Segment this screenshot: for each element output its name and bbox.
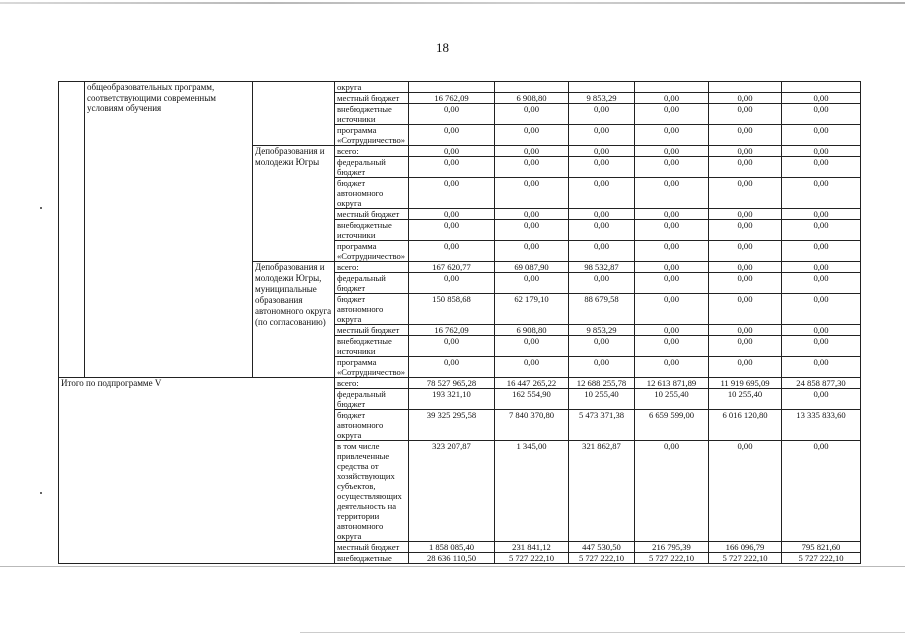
amount-cell: 6 908,80 [495, 325, 569, 336]
amount-cell: 7 840 370,80 [495, 410, 569, 441]
amount-cell [635, 82, 709, 93]
amount-cell: 0,00 [709, 104, 782, 125]
amount-cell: 0,00 [709, 209, 782, 220]
amount-cell: 0,00 [709, 336, 782, 357]
amount-cell: 0,00 [409, 125, 495, 146]
amount-cell: 0,00 [782, 262, 861, 273]
amount-cell: 0,00 [495, 157, 569, 178]
amount-cell: 231 841,12 [495, 542, 569, 553]
responsible-executor: Депобразования и молодежи Югры [253, 146, 335, 262]
amount-cell: 0,00 [635, 157, 709, 178]
amount-cell: 167 620,77 [409, 262, 495, 273]
amount-cell: 0,00 [709, 93, 782, 104]
amount-cell: 98 532,87 [569, 262, 635, 273]
amount-cell: 0,00 [635, 125, 709, 146]
amount-cell: 0,00 [569, 157, 635, 178]
amount-cell: 0,00 [495, 273, 569, 294]
source-label: местный бюджет [335, 93, 409, 104]
source-label: внебюджетные [335, 553, 409, 564]
amount-cell: 0,00 [782, 125, 861, 146]
amount-cell [782, 82, 861, 93]
amount-cell: 88 679,58 [569, 294, 635, 325]
amount-cell: 0,00 [569, 273, 635, 294]
amount-cell: 0,00 [709, 125, 782, 146]
amount-cell: 216 795,39 [635, 542, 709, 553]
amount-cell: 0,00 [782, 241, 861, 262]
table-row [59, 82, 861, 93]
amount-cell: 24 858 877,30 [782, 378, 861, 389]
amount-cell: 0,00 [569, 104, 635, 125]
amount-cell: 1 345,00 [495, 441, 569, 542]
amount-cell: 0,00 [782, 441, 861, 542]
source-label: местный бюджет [335, 209, 409, 220]
amount-cell: 62 179,10 [495, 294, 569, 325]
amount-cell: 5 727 222,10 [782, 553, 861, 564]
amount-cell: 0,00 [782, 336, 861, 357]
amount-cell: 0,00 [782, 146, 861, 157]
amount-cell: 0,00 [409, 104, 495, 125]
amount-cell: 0,00 [635, 209, 709, 220]
source-label: внебюджетные источники [335, 104, 409, 125]
amount-cell: 0,00 [709, 357, 782, 378]
source-label: местный бюджет [335, 325, 409, 336]
amount-cell: 28 636 110,50 [409, 553, 495, 564]
amount-cell: 795 821,60 [782, 542, 861, 553]
amount-cell: 9 853,29 [569, 325, 635, 336]
amount-cell: 0,00 [495, 357, 569, 378]
amount-cell: 10 255,40 [569, 389, 635, 410]
amount-cell: 0,00 [635, 273, 709, 294]
amount-cell: 0,00 [409, 220, 495, 241]
amount-cell: 0,00 [709, 241, 782, 262]
amount-cell: 13 335 833,60 [782, 410, 861, 441]
amount-cell: 78 527 965,28 [409, 378, 495, 389]
amount-cell: 447 530,50 [569, 542, 635, 553]
amount-cell: 0,00 [709, 325, 782, 336]
amount-cell: 0,00 [569, 146, 635, 157]
amount-cell: 0,00 [782, 294, 861, 325]
amount-cell: 0,00 [635, 336, 709, 357]
amount-cell: 0,00 [569, 178, 635, 209]
amount-cell: 0,00 [495, 146, 569, 157]
amount-cell: 0,00 [709, 262, 782, 273]
source-label: федеральный бюджет [335, 157, 409, 178]
source-label: всего: [335, 378, 409, 389]
amount-cell [569, 82, 635, 93]
amount-cell: 6 016 120,80 [709, 410, 782, 441]
amount-cell: 0,00 [709, 273, 782, 294]
amount-cell: 0,00 [782, 325, 861, 336]
amount-cell: 193 321,10 [409, 389, 495, 410]
amount-cell: 0,00 [635, 325, 709, 336]
amount-cell: 0,00 [635, 357, 709, 378]
amount-cell [709, 82, 782, 93]
amount-cell: 0,00 [569, 220, 635, 241]
amount-cell [409, 82, 495, 93]
amount-cell: 0,00 [782, 209, 861, 220]
source-label: внебюджетные источники [335, 336, 409, 357]
amount-cell: 5 727 222,10 [495, 553, 569, 564]
source-label: федеральный бюджет [335, 273, 409, 294]
source-label: бюджет автономного округа [335, 178, 409, 209]
amount-cell: 10 255,40 [635, 389, 709, 410]
amount-cell: 0,00 [409, 157, 495, 178]
amount-cell: 162 554,90 [495, 389, 569, 410]
amount-cell: 16 447 265,22 [495, 378, 569, 389]
amount-cell: 12 613 871,89 [635, 378, 709, 389]
scan-dot [40, 492, 42, 494]
amount-cell: 0,00 [782, 157, 861, 178]
amount-cell: 0,00 [782, 178, 861, 209]
amount-cell: 0,00 [569, 241, 635, 262]
amount-cell: 166 096,79 [709, 542, 782, 553]
subprogram-total-title: Итого по подпрограмме V [59, 378, 335, 564]
amount-cell: 0,00 [495, 104, 569, 125]
amount-cell: 0,00 [569, 336, 635, 357]
scan-dot [40, 207, 42, 209]
source-label: программа «Сотрудничество» [335, 125, 409, 146]
amount-cell: 150 858,68 [409, 294, 495, 325]
amount-cell: 0,00 [569, 357, 635, 378]
amount-cell: 0,00 [782, 389, 861, 410]
budget-table [58, 81, 861, 564]
amount-cell: 0,00 [409, 336, 495, 357]
source-label: бюджет автономного округа [335, 294, 409, 325]
source-label: всего: [335, 262, 409, 273]
amount-cell: 0,00 [635, 441, 709, 542]
amount-cell: 10 255,40 [709, 389, 782, 410]
amount-cell: 0,00 [635, 104, 709, 125]
source-label: федеральный бюджет [335, 389, 409, 410]
amount-cell: 0,00 [569, 209, 635, 220]
amount-cell: 0,00 [635, 294, 709, 325]
source-label: местный бюджет [335, 542, 409, 553]
amount-cell: 0,00 [635, 178, 709, 209]
source-label: бюджет автономного округа [335, 410, 409, 441]
amount-cell: 1 858 085,40 [409, 542, 495, 553]
executor-cell [253, 82, 335, 146]
amount-cell: 0,00 [709, 178, 782, 209]
amount-cell: 5 727 222,10 [709, 553, 782, 564]
task-description: общеобразовательных программ, соответствующими современным условиям обучения [85, 82, 253, 378]
source-label: программа «Сотрудничество» [335, 241, 409, 262]
source-label: внебюджетные источники [335, 220, 409, 241]
amount-cell: 11 919 695,09 [709, 378, 782, 389]
amount-cell: 0,00 [635, 220, 709, 241]
amount-cell: 0,00 [495, 125, 569, 146]
source-label: в том числе привлеченные средства от хозяйствующих субъектов, осуществляющих деятельность на территории автономного округа [335, 441, 409, 542]
amount-cell: 9 853,29 [569, 93, 635, 104]
amount-cell: 16 762,09 [409, 325, 495, 336]
responsible-executor: Депобразования и молодежи Югры, муниципальные образования автономного округа (по согласованию) [253, 262, 335, 378]
amount-cell: 0,00 [782, 220, 861, 241]
amount-cell: 0,00 [495, 209, 569, 220]
amount-cell: 39 325 295,58 [409, 410, 495, 441]
amount-cell: 323 207,87 [409, 441, 495, 542]
amount-cell: 321 862,87 [569, 441, 635, 542]
source-label: программа «Сотрудничество» [335, 357, 409, 378]
amount-cell: 0,00 [495, 178, 569, 209]
amount-cell: 0,00 [409, 273, 495, 294]
source-label: округа [335, 82, 409, 93]
scan-artifact-line [0, 566, 905, 567]
amount-cell: 0,00 [709, 294, 782, 325]
amount-cell: 69 087,90 [495, 262, 569, 273]
amount-cell: 0,00 [495, 336, 569, 357]
amount-cell: 0,00 [495, 220, 569, 241]
amount-cell: 16 762,09 [409, 93, 495, 104]
amount-cell: 0,00 [569, 125, 635, 146]
amount-cell [495, 82, 569, 93]
amount-cell: 0,00 [709, 146, 782, 157]
amount-cell: 0,00 [782, 104, 861, 125]
amount-cell: 0,00 [409, 146, 495, 157]
amount-cell: 6 908,80 [495, 93, 569, 104]
source-label: всего: [335, 146, 409, 157]
amount-cell: 0,00 [409, 357, 495, 378]
table-row [59, 378, 861, 389]
amount-cell: 0,00 [635, 241, 709, 262]
amount-cell: 5 473 371,38 [569, 410, 635, 441]
amount-cell: 0,00 [495, 241, 569, 262]
amount-cell: 0,00 [709, 220, 782, 241]
row-number-cell [59, 82, 85, 378]
amount-cell: 12 688 255,78 [569, 378, 635, 389]
amount-cell: 0,00 [709, 157, 782, 178]
amount-cell: 0,00 [635, 93, 709, 104]
scan-artifact-line-bottom [300, 632, 905, 633]
amount-cell: 0,00 [635, 146, 709, 157]
amount-cell: 5 727 222,10 [635, 553, 709, 564]
amount-cell: 0,00 [782, 93, 861, 104]
amount-cell: 0,00 [409, 209, 495, 220]
amount-cell: 0,00 [709, 441, 782, 542]
amount-cell: 0,00 [782, 357, 861, 378]
page-number: 18 [436, 40, 449, 55]
amount-cell: 5 727 222,10 [569, 553, 635, 564]
amount-cell: 0,00 [635, 262, 709, 273]
amount-cell: 0,00 [409, 241, 495, 262]
scan-edge-top [0, 2, 905, 4]
amount-cell: 0,00 [409, 178, 495, 209]
amount-cell: 6 659 599,00 [635, 410, 709, 441]
amount-cell: 0,00 [782, 273, 861, 294]
